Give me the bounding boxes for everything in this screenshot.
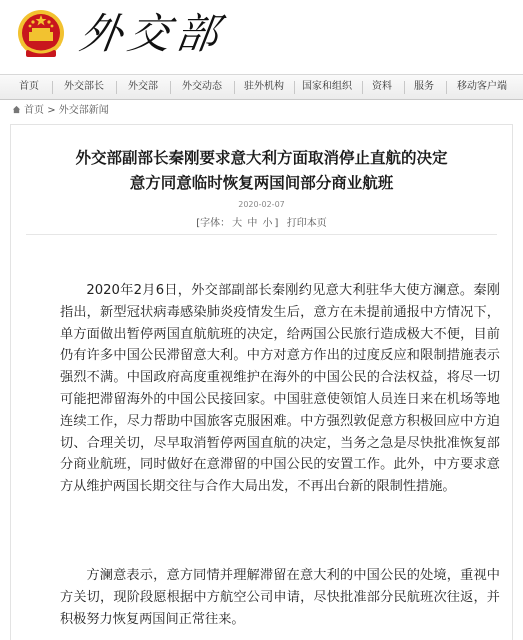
nav-divider <box>116 81 117 94</box>
home-icon <box>12 105 21 114</box>
breadcrumb-trail <box>12 103 109 119</box>
breadcrumb-home[interactable]: 首页 <box>24 105 44 116</box>
article-tools <box>0 214 523 229</box>
nav-item-services[interactable]: 服务 <box>414 81 434 92</box>
article-date: 2020-02-07 <box>238 200 285 209</box>
nav-item-resources[interactable]: 资料 <box>372 81 392 92</box>
breadcrumb-current[interactable]: 外交部新闻 <box>58 105 109 116</box>
print-page-link[interactable]: 打印本页 <box>286 218 327 229</box>
nav-divider <box>170 81 171 94</box>
article-paragraph-2: 方澜意表示，意方同情并理解滞留在意大利的中国公民的处境，重视中方关切，现阶段愿根据中方航空公司申请，尽快批准部分民航班次往返，并积极努力恢复两国间正常往来。 <box>60 568 500 627</box>
nav-divider <box>404 81 405 94</box>
nav-divider <box>234 81 235 94</box>
font-size-label: [字体： <box>196 218 231 229</box>
article-paragraph-1: 2020年2月6日，外交部副部长秦刚约见意大利驻华大使方澜意。秦刚指出，新型冠状病毒感染肺炎疫情发生后，意方在未提前通报中方情况下，单方面做出暂停两国直航航班的决定，给两国公民旅行造成极大不便，目前仍有许多中国公民滞留意大利。中方对意方作出的过度反应和限制措施表示强烈不满。中国政府高度重视维护在海外的中国公民的合法权益，将尽一切可能把滞留海外的中国公民接回家。中国驻意使领馆人员连日来在机场等地连续工作，尽力帮助中国旅客克服困难。中方强烈敦促意方积极回应中方迫切、合理关切，尽早取消暂停两国直航的决定，当务之急是尽快批准恢复部分商业航班，同时做好在意滞留的中国公民的安置工作。此外，中方要求意方从维护两国长期交往与合作大局出发，不再出台新的限制性措施。 <box>60 283 500 495</box>
divider <box>26 234 497 235</box>
nav-divider <box>446 81 447 94</box>
nav-item-ministry[interactable]: 外交部 <box>128 81 158 92</box>
nav-divider <box>52 81 53 94</box>
nav-item-mobile-app[interactable]: 移动客户端 <box>457 81 507 92</box>
article-title-line2: 意方同意临时恢复两国间部分商业航班 <box>129 174 394 192</box>
main-nav <box>0 74 523 100</box>
font-size-close: ] <box>274 218 279 229</box>
font-medium-button[interactable]: 中 <box>247 218 258 229</box>
site-logo[interactable]: 外交部 <box>76 9 228 58</box>
nav-divider <box>362 81 363 94</box>
article-title-line1: 外交部副部长秦刚要求意大利方面取消停止直航的决定 <box>75 149 448 167</box>
site-header <box>0 0 523 74</box>
national-emblem-icon[interactable] <box>16 8 66 62</box>
nav-item-missions-abroad[interactable]: 驻外机构 <box>244 81 284 92</box>
nav-item-minister[interactable]: 外交部长 <box>64 81 104 92</box>
breadcrumb-separator: > <box>47 105 56 116</box>
nav-item-home[interactable]: 首页 <box>19 81 39 92</box>
nav-divider <box>294 81 295 94</box>
breadcrumb <box>0 100 523 122</box>
nav-item-diplomatic-news[interactable]: 外交动态 <box>182 81 222 92</box>
font-large-button[interactable]: 大 <box>232 218 243 229</box>
nav-item-countries[interactable]: 国家和组织 <box>302 81 352 92</box>
font-small-button[interactable]: 小 <box>262 218 273 229</box>
